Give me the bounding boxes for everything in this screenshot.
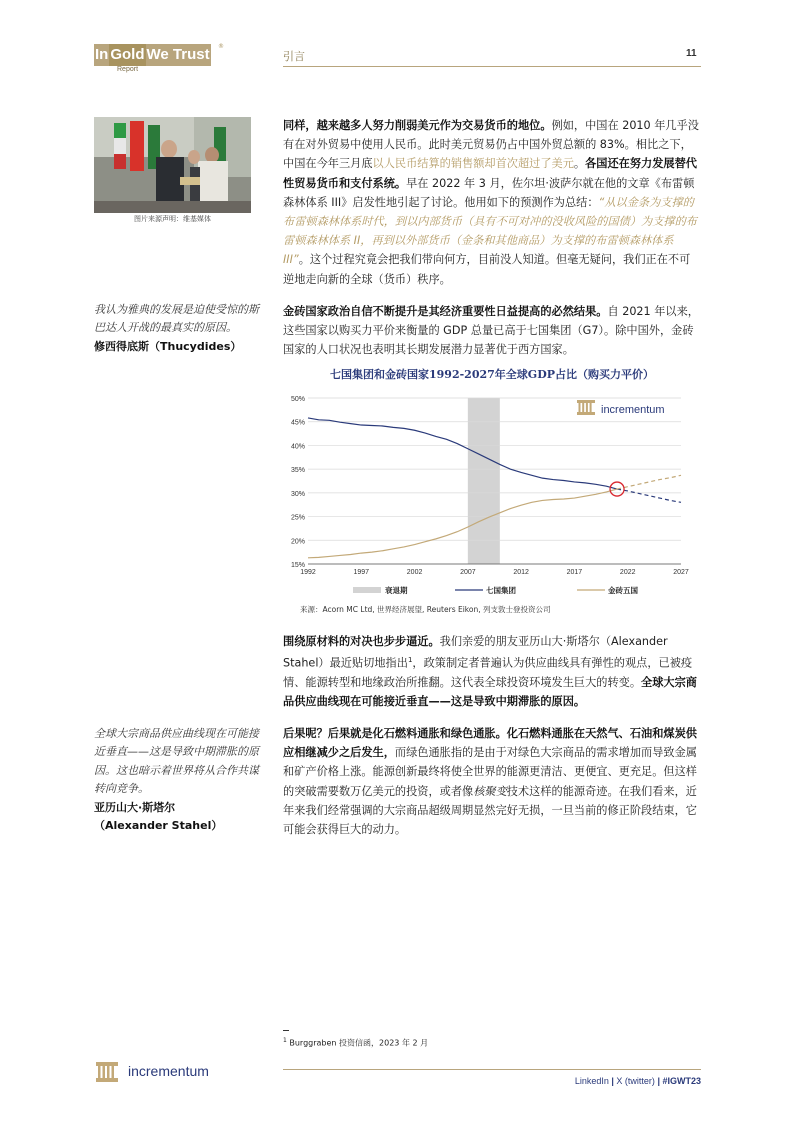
photo-caption: 图片来源声明：维基媒体 [134, 215, 211, 223]
footnote-number: 1 [283, 1037, 287, 1044]
p3-lead: 围绕原材料的对决也步步逼近。 [283, 635, 440, 648]
gdp-share-chart [283, 386, 701, 606]
p2-lead: 金砖国家政治自信不断提升是其经济重要性日益提高的必然结果。 [283, 305, 608, 318]
side-quote-2-author-en: （Alexander Stahel） [94, 819, 223, 833]
footer-links [540, 1076, 701, 1086]
p4-italic: 核聚变 [473, 784, 507, 798]
p1-text-b: 。 [573, 157, 586, 171]
y-tick-label: 30% [290, 490, 305, 498]
p3-text-b: ，政策制定者普遍认为供应曲线具有弹性的观点，已被疫情、能源转型和地缘政治所推翻。这代表全球投资环境发生巨大的转变。 [283, 656, 693, 690]
footer-brand [94, 1060, 224, 1084]
incrementum-logo-icon [94, 1060, 120, 1084]
chart-title: 七国集团和金砖国家1992-2027年全球GDP占比（购买力平价） [330, 368, 654, 381]
page-number: 11 [686, 48, 697, 59]
side-quote-1 [94, 301, 269, 356]
side-quote-1-text: 我认为雅典的发展是迫使受惊的斯巴达人开战的最真实的原因。 [94, 303, 259, 335]
y-tick-label: 15% [290, 562, 305, 569]
logo-part-gold: Gold [109, 44, 145, 66]
g7-forecast-line [617, 489, 681, 502]
y-tick-label: 25% [290, 514, 305, 522]
chart-brand-logo-icon [577, 400, 595, 415]
paragraph-4 [283, 724, 701, 839]
x-tick-label: 2002 [406, 569, 423, 576]
footnote-divider [283, 1030, 289, 1031]
logo-subtitle: Report [117, 66, 139, 73]
p2-text: 自 2021 年以来，这些国家以购买力平价来衡量的 GDP 总量已高于七国集团（G7）。除中国外，金砖国家的人口状况也表明其长期发展潜力显著优于西方国家。 [283, 305, 699, 357]
logo-part-we-trust: We Trust [146, 44, 211, 66]
p1-highlight-link[interactable]: 以人民币结算的销售额却首次超过了美元 [372, 157, 574, 171]
footer-divider [283, 1069, 701, 1070]
side-quote-2-author: 亚历山大·斯塔尔 [94, 800, 176, 814]
hashtag-link[interactable]: #IGWT23 [662, 1076, 701, 1086]
p1-bold-b: 各国还在努力发展替代性贸易货币和支付系统。 [283, 157, 697, 190]
brics-line [308, 489, 617, 558]
legend-brics-label: 金砖五国 [608, 586, 638, 595]
side-quote-2 [94, 725, 269, 835]
y-tick-label: 45% [290, 419, 305, 427]
p1-quote: “从以金条为支撑的布雷顿森林体系时代，到以内部货币（具有不可对冲的没收风险的国债）为支撑的布雷顿森林体系 II，再到以外部货币（金条和其他商品）为支撑的布雷顿森林体系 III” [283, 195, 697, 267]
chart-brand-name: incrementum [601, 404, 665, 416]
x-tick-label: 2027 [673, 569, 689, 576]
x-tick-label: 1992 [300, 569, 316, 576]
paragraph-3 [283, 632, 701, 712]
footnote-text: Burggraben 投资信函，2023 年 2 月 [289, 1038, 429, 1048]
footnote-ref[interactable]: 1 [407, 656, 413, 665]
p1-text-a: 例如，中国在 2010 年几乎没有在对外贸易中使用人民币。此时美元贸易仍占中国外贸总额的 83%。相比之下，中国在今年三月底 [283, 119, 699, 171]
report-logo [94, 43, 224, 78]
p1-text-c: 早在 2022 年 3 月，佐尔坦·波萨尔就在他的文章《布雷顿森林体系 III》启发性地引起了讨论。他用如下的预测作为总结： [283, 176, 695, 209]
p1-text-d: 。这个过程究竟会把我们带向何方，目前没人知道。但毫无疑问，我们正在不可逆地走向新的全球（货币）秩序。 [283, 253, 691, 286]
header-divider [283, 66, 701, 67]
legend-recession-label: 衰退期 [385, 586, 408, 595]
registered-mark: ® [218, 43, 224, 50]
y-tick-label: 40% [290, 443, 305, 451]
g7-line [308, 418, 617, 489]
footnote [283, 1037, 428, 1049]
logo-wordmark [94, 44, 220, 66]
p3-text-a: 我们亲爱的朋友亚历山大·斯塔尔（Alexander Stahel）最近贴切地指出 [283, 635, 668, 670]
section-title: 引言 [283, 50, 305, 63]
x-tick-label: 2007 [460, 569, 476, 576]
news-photo [94, 117, 251, 213]
chart-source: 来源：Acorn MC Ltd, 世界经济展望, Reuters Eikon, 列支敦士登投资公司 [300, 605, 551, 614]
footer-sep-1: | [611, 1076, 614, 1086]
y-tick-label: 35% [290, 467, 305, 475]
paragraph-2 [283, 302, 701, 360]
recession-band [468, 398, 500, 564]
p4-lead: 后果呢？后果就是化石燃料通胀和绿色通胀。化石燃料通胀在天然气、石油和煤炭供应相继减少之后发生， [283, 727, 697, 760]
p4-text-b: 技术这样的能源奇迹。在我们看来，近年来我们经常强调的大宗商品超级周期显然完好无损，一旦当前的修正阶段结束，它可能会获得巨大的动力。 [283, 784, 697, 837]
paragraph-1 [283, 116, 701, 289]
side-quote-2-text: 全球大宗商品供应曲线现在可能接近垂直——这是导致中期滞胀的原因。这也暗示着世界将从合作共谋转向竞争。 [94, 727, 259, 796]
p3-bold: 全球大宗商品供应曲线现在可能接近垂直——这是导致中期滞胀的原因。 [283, 676, 697, 709]
linkedin-link[interactable]: LinkedIn [574, 1076, 609, 1086]
p4-text-a: 而绿色通胀指的是由于对绿色大宗商品的需求增加而导致金属和矿产价格上涨。能源创新最终将使全世界的能源更清洁、更便宜、更充足。但这样的突破需要数万亿美元的投资，或者像 [283, 746, 697, 798]
y-tick-label: 50% [290, 396, 305, 403]
x-tick-label: 2017 [566, 569, 583, 576]
x-tick-label: 1997 [353, 569, 370, 576]
side-quote-1-author: 修西得底斯（Thucydides） [94, 339, 242, 353]
footer-sep-2: | [657, 1076, 660, 1086]
footer-brand-name: incrementum [128, 1063, 209, 1079]
p1-lead: 同样，越来越多人努力削弱美元作为交易货币的地位。 [283, 119, 552, 132]
x-tick-label: 2012 [513, 569, 529, 576]
twitter-link[interactable]: X (twitter) [616, 1076, 655, 1086]
logo-part-in: In [94, 44, 109, 66]
y-tick-label: 20% [290, 538, 305, 546]
x-tick-label: 2022 [619, 569, 636, 576]
legend-recession-swatch [353, 587, 381, 593]
legend-g7-label: 七国集团 [486, 586, 516, 595]
brics-forecast-line [617, 475, 681, 489]
